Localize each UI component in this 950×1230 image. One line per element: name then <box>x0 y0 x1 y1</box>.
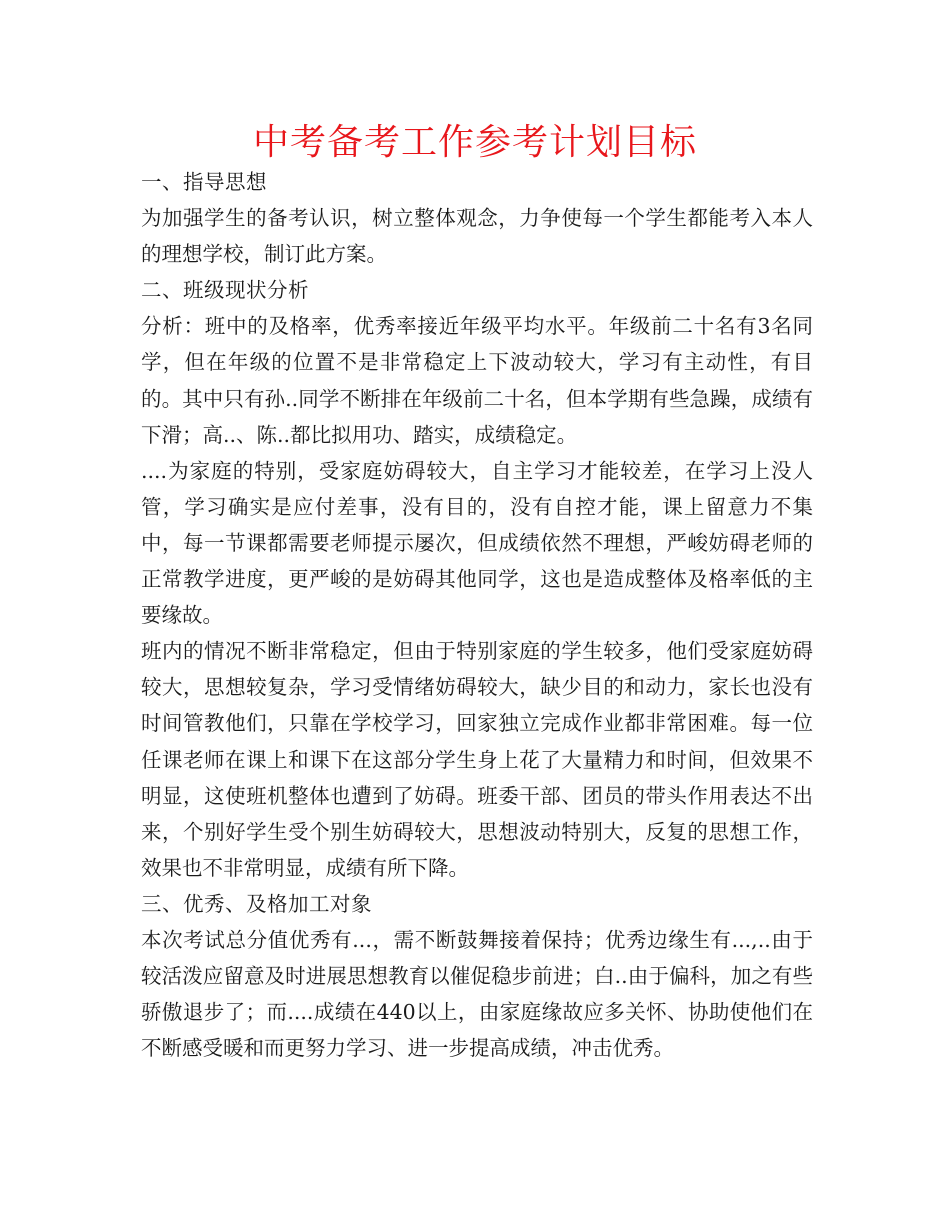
paragraph-analysis: 分析：班中的及格率，优秀率接近年级平均水平。年级前二十名有3名同学，但在年级的位置不是非常稳定上下波动较大，学习有主动性，有目的。其中只有孙..同学不断排在年级前二十名，但本学期有些急躁，成绩有下滑；高..、陈..都比拟用功、踏实，成绩稳定。 <box>141 314 813 447</box>
paragraph-target-students: 本次考试总分值优秀有...，需不断鼓舞接着保持；优秀边缘生有...,..由于较活泼应留意及时进展思想教育以催促稳步前进；白..由于偏科，加之有些骄傲退步了；而....成绩在440以上，由家庭缘故应多关怀、协助使他们在不断感受暖和而更努力学习、进一步提高成绩，冲击优秀。 <box>141 927 813 1061</box>
section-heading-guiding-idea: 一、指导思想 <box>141 170 267 194</box>
section-heading-class-analysis: 二、班级现状分析 <box>141 278 309 303</box>
paragraph-guiding-idea: 为加强学生的备考认识，树立整体观念，力争使每一个学生都能考入本人的理想学校，制订此方案。 <box>141 206 813 267</box>
paragraph-class-situation: 班内的情况不断非常稳定，但由于特别家庭的学生较多，他们受家庭妨碍较大，思想较复杂，学习受情绪妨碍较大，缺少目的和动力，家长也没有时间管教他们，只靠在学校学习，回家独立完成作业都非常困难。每一位任课老师在课上和课下在这部分学生身上花了大量精力和时间，但效果不明显，这使班机整体也遭到了妨碍。班委干部、团员的带头作用表达不出来，个别好学生受个别生妨碍较大，思想波动特别大，反复的思想工作，效果也不非常明显，成绩有所下降。 <box>141 639 813 880</box>
paragraph-family-influence: ....为家庭的特别，受家庭妨碍较大，自主学习才能较差，在学习上没人管，学习确实是应付差事，没有目的，没有自控才能，课上留意力不集中，每一节课都需要老师提示屡次，但成绩依然不理想，严峻妨碍老师的正常教学进度，更严峻的是妨碍其他同学，这也是造成整体及格率低的主要缘故。 <box>141 458 813 628</box>
document-title: 中考备考工作参考计划目标 <box>252 122 697 163</box>
section-heading-target-students: 三、优秀、及格加工对象 <box>141 891 372 916</box>
document-body <box>141 164 813 1066</box>
